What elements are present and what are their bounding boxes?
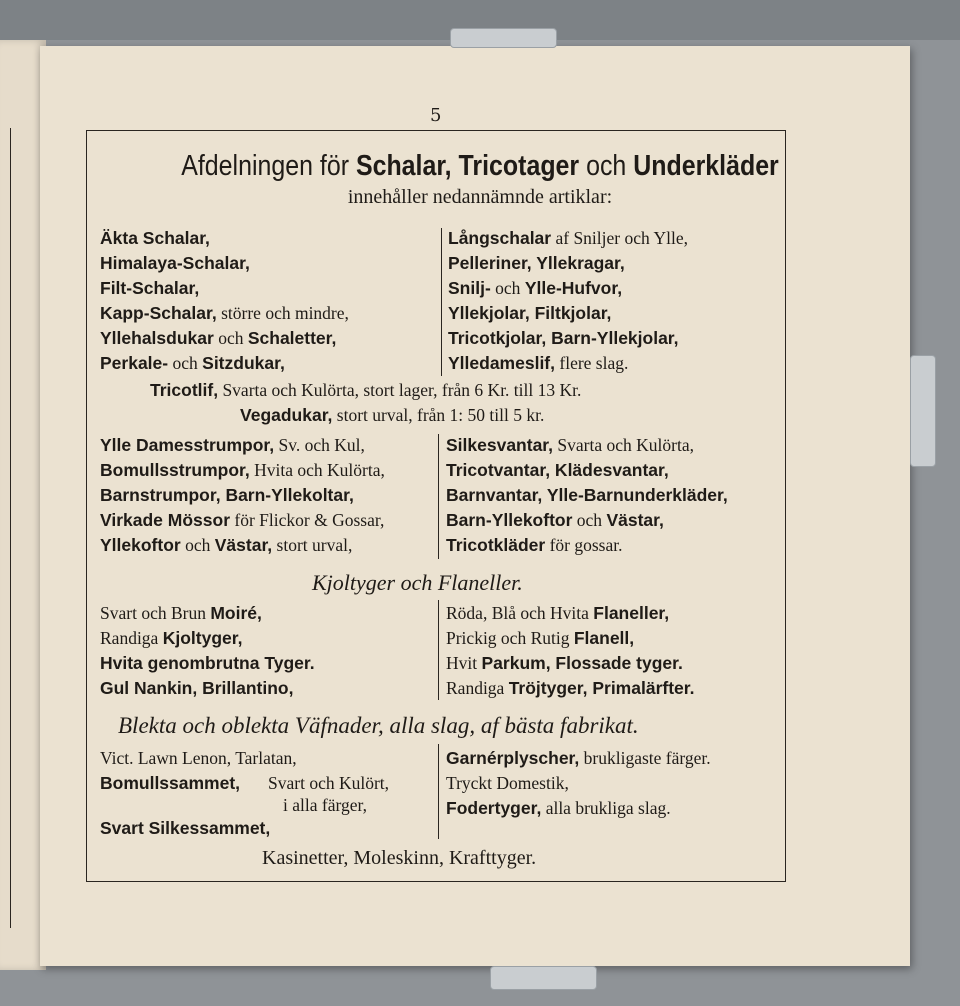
s1-right-3: Yllekjolar, Filtkjolar,: [448, 303, 612, 323]
s1-right-5: Ylledameslif, flere slag.: [448, 353, 629, 373]
column-divider-2: [438, 434, 439, 559]
s3-right-1: Prickig och Rutig Flanell,: [446, 628, 635, 648]
column-divider-4: [438, 744, 439, 839]
s1-left-2: Filt-Schalar,: [100, 278, 200, 298]
column-divider-3: [438, 600, 439, 700]
heading-underklader: Underkläder: [633, 150, 779, 182]
heading-tricotager: Tricotager: [458, 150, 580, 182]
binding-clip-right: [910, 355, 936, 467]
s1-right-0: Långschalar af Sniljer och Ylle,: [448, 228, 688, 248]
column-divider-1: [441, 228, 442, 376]
s2-left-1: Bomullsstrumpor, Hvita och Kulörta,: [100, 460, 385, 480]
s4-left-3: i alla färger,: [283, 795, 367, 815]
s4-left-4: Svart Silkessammet,: [100, 818, 271, 838]
heading-och: och: [586, 150, 627, 182]
s3-left-1: Randiga Kjoltyger,: [100, 628, 243, 648]
s1-left-5: Perkale- och Sitzdukar,: [100, 353, 285, 373]
subheading: innehåller nedannämnde artiklar:: [347, 186, 613, 208]
tricotlif-line: Tricotlif, Svarta och Kulörta, stort lager, från 6 Kr. till 13 Kr.: [150, 380, 582, 400]
footer-line: Kasinetter, Moleskinn, Krafttyger.: [262, 847, 537, 869]
s1-right-2: Snilj- och Ylle-Hufvor,: [448, 278, 623, 298]
s3-right-2: Hvit Parkum, Flossade tyger.: [446, 653, 683, 673]
s2-left-0: Ylle Damesstrumpor, Sv. och Kul,: [100, 435, 365, 455]
s2-right-4: Tricotkläder för gossar.: [446, 535, 623, 555]
blekta-title: Blekta och oblekta Väfnader, alla slag, af bästa fabrikat.: [118, 713, 639, 738]
s3-right-0: Röda, Blå och Hvita Flaneller,: [446, 603, 670, 623]
section-heading: [67, 150, 893, 183]
s2-right-0: Silkesvantar, Svarta och Kulörta,: [446, 435, 694, 455]
s3-left-3: Gul Nankin, Brillantino,: [100, 678, 294, 698]
s4-left-2-color: Svart och Kulört,: [268, 773, 390, 793]
heading-schalar: Schalar,: [355, 150, 452, 182]
s4-left-2: Bomullssammet,: [100, 773, 241, 793]
s3-right-3: Randiga Tröjtyger, Primalärfter.: [446, 678, 695, 698]
s1-right-4: Tricotkjolar, Barn-Yllekjolar,: [448, 328, 679, 348]
vegadukar-line: Vegadukar, stort urval, från 1: 50 till 5 kr.: [240, 405, 545, 425]
s2-right-3: Barn-Yllekoftor och Västar,: [446, 510, 664, 530]
s2-right-1: Tricotvantar, Klädesvantar,: [446, 460, 669, 480]
s3-left-2: Hvita genombrutna Tyger.: [100, 653, 315, 673]
kjoltyger-title: Kjoltyger och Flaneller.: [312, 570, 523, 595]
page-number: 5: [430, 105, 442, 126]
s1-right-1: Pelleriner, Yllekragar,: [448, 253, 625, 273]
s1-left-0: Äkta Schalar,: [100, 228, 210, 248]
binding-clip-bottom: [490, 966, 597, 990]
binding-clip-top: [450, 28, 557, 48]
s4-right-3: Fodertyger, alla brukliga slag.: [446, 798, 671, 818]
s2-left-2: Barnstrumpor, Barn-Yllekoltar,: [100, 485, 354, 505]
s1-left-3: Kapp-Schalar, större och mindre,: [100, 303, 349, 323]
s4-right-2: Tryckt Domestik,: [446, 773, 569, 793]
heading-prefix: Afdelningen för: [181, 150, 350, 182]
s2-left-3: Virkade Mössor för Flickor & Gossar,: [100, 510, 385, 530]
s2-left-4: Yllekoftor och Västar, stort urval,: [100, 535, 353, 555]
s3-left-0: Svart och Brun Moiré,: [100, 603, 262, 623]
s1-left-1: Himalaya-Schalar,: [100, 253, 250, 273]
s1-left-4: Yllehalsdukar och Schaletter,: [100, 328, 337, 348]
s4-left-1: Vict. Lawn Lenon, Tarlatan,: [100, 748, 297, 768]
s2-right-2: Barnvantar, Ylle-Barnunderkläder,: [446, 485, 728, 505]
s4-right-1: Garnérplyscher, brukligaste färger.: [446, 748, 711, 768]
left-page-rule: [10, 128, 11, 928]
